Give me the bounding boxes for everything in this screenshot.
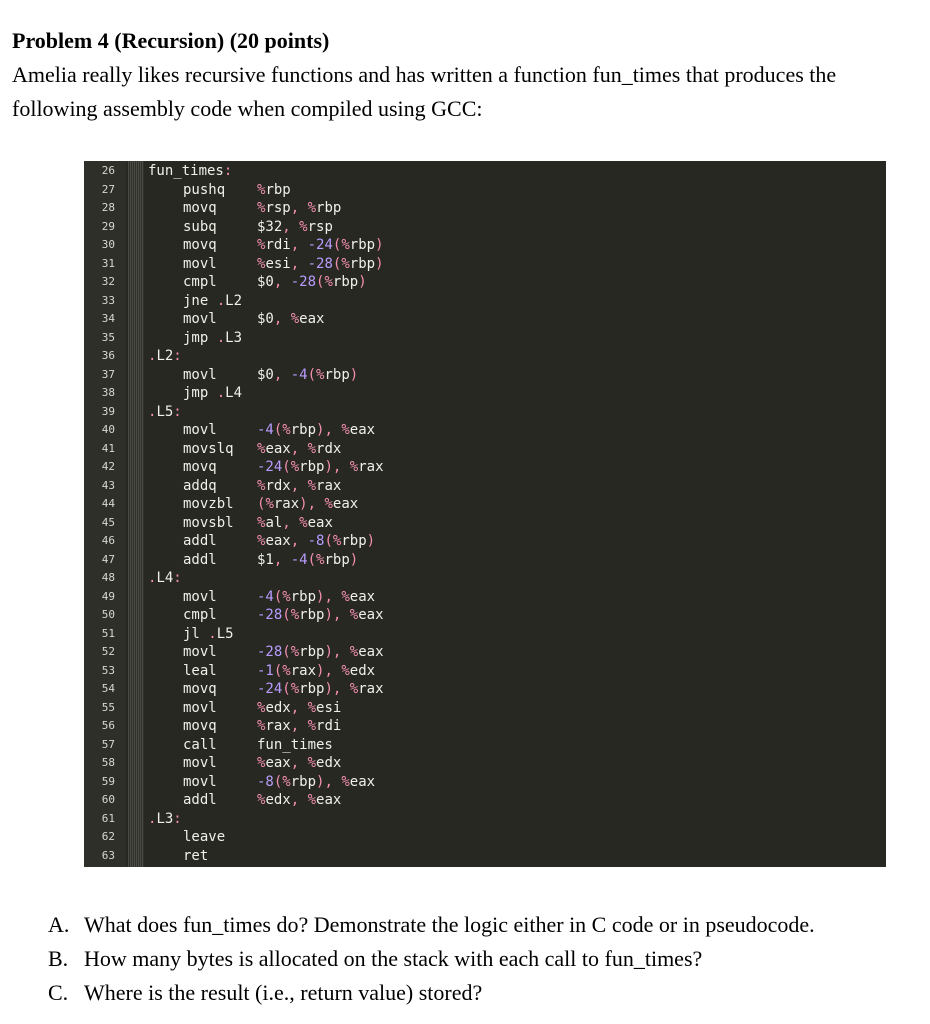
register-token: %rbp [341,237,376,253]
register-token: %rdi [307,718,342,734]
code-line [84,495,886,514]
instruction-operands [257,662,375,681]
code-line [84,310,886,329]
register-token: %eax [341,422,376,438]
line-number: 60 [101,793,115,806]
line-number: 30 [101,238,115,251]
code-line [84,366,886,385]
punctuation-token: ( [282,607,291,623]
punctuation-token: , [290,533,300,549]
instruction-operands [257,514,333,533]
punctuation-token: ( [307,551,317,568]
instruction-mnemonic: movl [183,422,217,438]
code-line [84,514,886,533]
register-token: %rbp [332,533,367,549]
code-line [84,255,886,274]
number-token: $0 [257,274,274,290]
code-line [84,273,886,292]
instruction-operands [257,458,384,477]
line-number: 28 [101,201,115,214]
instruction-operands [257,273,367,292]
code-line [84,569,886,588]
punctuation-token: ( [273,773,283,790]
register-token: %al [257,514,283,531]
code-label: .L2: [148,348,182,364]
register-token: %rax [349,459,384,475]
instruction-mnemonic: addl [183,533,217,549]
instruction-mnemonic: movq [183,200,217,216]
instruction-mnemonic: leal [183,662,217,679]
register-token: %edx [257,792,291,808]
line-number: 47 [101,552,115,566]
punctuation-token: , [307,496,317,512]
line-number: 62 [101,830,115,843]
line-number: 34 [101,312,115,325]
question-text: What does fun_times do? Demonstrate the logic either in C code or in pseudocode. [84,912,815,937]
instruction-operands [257,717,341,736]
instruction-mnemonic: movl [183,588,217,605]
line-number: 37 [101,367,115,381]
punctuation-token: ) [316,422,325,438]
punctuation-token: , [282,218,291,235]
code-line [84,699,886,718]
code-line [84,347,886,366]
question-item [48,976,918,1010]
punctuation-token: ( [273,662,283,679]
number-token: -28 [257,644,283,660]
punctuation-token: , [290,477,300,494]
line-number: 33 [101,293,115,307]
code-line [84,162,886,181]
punctuation-token: , [273,366,283,383]
register-token: %edx [307,755,342,771]
register-token: %esi [257,255,291,272]
code-line [84,292,886,311]
code-line [84,662,886,681]
instruction-mnemonic: pushq [183,181,226,198]
punctuation-token: , [273,311,283,327]
punctuation-token: ( [282,644,291,660]
punctuation-token: , [324,588,333,605]
code-line [84,847,886,866]
line-number: 45 [101,515,115,529]
code-line [84,588,886,607]
instruction-operands [257,477,341,496]
instruction-operands [257,773,375,792]
punctuation-token: , [332,459,342,475]
punctuation-token: ) [324,459,333,475]
code-line [84,440,886,459]
punctuation-token: ) [366,533,376,549]
instruction-mnemonic: movq [183,237,217,253]
register-token: %rbp [316,551,350,568]
number-token: $0 [257,311,274,327]
instruction-mnemonic: movsbl [183,514,234,531]
register-token: %esi [307,699,342,716]
instruction-operands [257,255,384,274]
register-token: %rax [257,718,291,734]
instruction-operands [257,643,384,662]
punctuation-token: ( [257,496,266,512]
punctuation-token: ) [324,681,333,697]
number-token: -1 [257,662,274,679]
instruction-mnemonic: movslq [183,440,234,457]
instruction-mnemonic: addl [183,792,217,808]
number-token: -24 [307,237,333,253]
assembly-code-listing [84,161,886,867]
question-item [48,942,918,976]
punctuation-token: ) [349,551,359,568]
line-number: 26 [101,164,115,177]
symbol-token: fun_times [257,736,333,753]
code-label: fun_times: [148,163,233,179]
punctuation-token: , [290,255,300,272]
punctuation-token: , [290,440,300,457]
line-number: 27 [101,182,115,196]
punctuation-token: ( [316,274,325,290]
number-token: $32 [257,218,283,235]
register-token: %eax [341,588,376,605]
instruction-operands [257,588,375,607]
punctuation-token: ) [349,366,359,383]
code-line [84,754,886,773]
register-token: %rbp [341,255,376,272]
line-number: 51 [101,626,115,640]
punctuation-token: , [273,274,283,290]
line-number: 48 [101,571,115,584]
register-token: %rbp [282,588,317,605]
register-token: %rax [282,662,317,679]
instruction-mnemonic: leave [183,829,226,845]
punctuation-token: ( [332,237,342,253]
line-number: 54 [101,682,115,695]
line-number: 29 [101,219,115,233]
register-token: %eax [349,644,384,660]
code-line [84,477,886,496]
line-number: 49 [101,589,115,603]
question-text: Where is the result (i.e., return value) stored? [84,980,483,1005]
register-token: %rbp [290,607,325,623]
code-line [84,384,886,403]
problem-intro: Amelia really likes recursive functions and has written a function fun_times that produces the following assembly code when compiled using GCC: [12,62,837,121]
instruction-mnemonic: movl [183,773,217,790]
instruction-mnemonic: jne [183,292,209,309]
instruction-operands [208,625,233,644]
instruction-operands [257,551,358,570]
label-ref-token: .L4 [216,385,243,401]
register-token: %rdx [307,440,342,457]
register-token: %rdx [257,477,291,494]
punctuation-token: , [332,681,342,697]
instruction-mnemonic: movq [183,681,217,697]
line-number: 55 [101,700,115,714]
register-token: %rbp [290,459,325,475]
code-line [84,810,886,829]
instruction-mnemonic: movl [183,644,217,660]
line-number: 38 [101,386,115,399]
instruction-operands [257,181,291,200]
code-line [84,828,886,847]
code-label: .L5: [148,403,182,420]
instruction-mnemonic: cmpl [183,607,217,623]
instruction-operands [217,292,242,311]
code-line [84,532,886,551]
register-token: %eax [349,607,384,623]
punctuation-token: ) [324,644,333,660]
instruction-operands [257,310,324,329]
register-token: %rbp [316,366,350,383]
punctuation-token: ) [316,662,325,679]
punctuation-token: ( [332,255,342,272]
register-token: %rbp [324,274,359,290]
code-line [84,421,886,440]
instruction-operands [217,384,242,403]
instruction-operands [257,421,375,440]
code-line [84,606,886,625]
register-token: %rbp [257,181,291,198]
code-line [84,329,886,348]
code-label: .L3: [148,810,182,827]
instruction-mnemonic: movl [183,311,217,327]
punctuation-token: ) [299,496,308,512]
line-number: 57 [101,737,115,751]
punctuation-token: , [290,755,300,771]
instruction-operands [257,699,341,718]
code-line [84,199,886,218]
number-token: $1 [257,551,274,568]
register-token: %rsp [299,218,333,235]
register-token: %rax [265,496,300,512]
punctuation-token: , [324,773,333,790]
question-letter: A. [48,912,70,937]
register-token: %eax [257,440,291,457]
register-token: %eax [324,496,359,512]
line-number: 63 [101,848,115,862]
instruction-operands [257,199,341,218]
question-letter: C. [48,980,69,1005]
punctuation-token: , [290,718,300,734]
instruction-operands [217,329,242,348]
line-number: 31 [101,256,115,270]
register-token: %rax [349,681,384,697]
number-token: -24 [257,681,283,697]
code-line [84,717,886,736]
code-line [84,181,886,200]
instruction-operands [257,532,375,551]
line-number: 35 [101,330,115,344]
line-number: 59 [101,774,115,788]
line-number: 32 [101,275,115,288]
instruction-mnemonic: movq [183,718,217,734]
register-token: %eax [257,755,291,771]
punctuation-token: ( [273,422,283,438]
register-token: %rbp [282,773,317,790]
line-number: 46 [101,534,115,547]
line-number: 44 [101,497,115,510]
line-number: 61 [101,811,115,825]
line-number: 42 [101,460,115,473]
code-line [84,236,886,255]
register-token: %edx [341,662,376,679]
instruction-mnemonic: ret [183,847,209,864]
instruction-operands [257,236,384,255]
number-token: -8 [257,773,274,790]
instruction-mnemonic: jmp [183,385,209,401]
punctuation-token: ( [282,459,291,475]
code-line [84,403,886,422]
punctuation-token: ( [307,366,317,383]
number-token: -28 [307,255,333,272]
punctuation-token: , [324,662,333,679]
line-number: 58 [101,756,115,769]
instruction-operands [257,606,384,625]
register-token: %rbp [307,200,342,216]
instruction-mnemonic: movl [183,699,217,716]
instruction-operands [257,495,358,514]
instruction-mnemonic: movzbl [183,496,234,512]
number-token: $0 [257,366,274,383]
register-token: %rdi [257,237,291,253]
punctuation-token: ( [282,681,291,697]
instruction-mnemonic: call [183,736,217,753]
register-token: %eax [257,533,291,549]
question-item [48,908,918,942]
line-number: 52 [101,645,115,658]
number-token: -28 [290,274,317,290]
code-line [84,551,886,570]
register-token: %eax [290,311,325,327]
register-token: %rax [307,477,342,494]
number-token: -4 [290,551,308,568]
instruction-mnemonic: movl [183,366,217,383]
line-number: 40 [101,423,115,436]
instruction-mnemonic: jl [183,625,200,642]
punctuation-token: , [324,422,333,438]
register-token: %edx [257,699,291,716]
code-line [84,773,886,792]
punctuation-token: ) [358,274,367,290]
line-number: 53 [101,663,115,677]
question-text: How many bytes is allocated on the stack with each call to fun_times? [84,946,703,971]
register-token: %rsp [257,200,291,216]
number-token: -4 [290,366,308,383]
punctuation-token: , [290,699,300,716]
code-label: .L4: [148,570,182,586]
punctuation-token: , [332,607,342,623]
punctuation-token: ) [316,773,325,790]
question-list [48,908,918,1010]
instruction-operands [257,791,341,810]
punctuation-token: ( [324,533,333,549]
instruction-mnemonic: cmpl [183,274,217,290]
code-line [84,791,886,810]
punctuation-token: , [290,200,300,216]
number-token: -8 [307,533,325,549]
punctuation-token: , [332,644,342,660]
code-line [84,458,886,477]
instruction-operands [257,754,341,773]
punctuation-token: ) [316,588,325,605]
punctuation-token: , [290,792,300,808]
instruction-mnemonic: subq [183,218,217,235]
instruction-operands [257,366,358,385]
register-token: %eax [307,792,342,808]
punctuation-token: ) [375,237,384,253]
label-ref-token: .L2 [216,292,243,309]
punctuation-token: , [273,551,283,568]
line-number: 56 [101,719,115,732]
instruction-mnemonic: movq [183,459,217,475]
register-token: %eax [341,773,376,790]
code-line [84,643,886,662]
number-token: -28 [257,607,283,623]
instruction-operands [257,680,384,699]
label-ref-token: .L3 [216,329,243,346]
number-token: -4 [257,588,274,605]
punctuation-token: ) [324,607,333,623]
register-token: %rbp [290,681,325,697]
code-line [84,625,886,644]
instruction-mnemonic: addq [183,477,217,494]
instruction-mnemonic: movl [183,255,217,272]
instruction-mnemonic: addl [183,551,217,568]
line-number: 43 [101,478,115,492]
question-letter: B. [48,946,69,971]
number-token: -24 [257,459,283,475]
line-number: 41 [101,441,115,455]
label-ref-token: .L5 [208,625,234,642]
instruction-operands [257,440,341,459]
punctuation-token: , [282,514,291,531]
register-token: %rbp [282,422,317,438]
problem-heading: Problem 4 (Recursion) (20 points) [12,28,330,53]
punctuation-token: ) [375,255,384,272]
number-token: -4 [257,422,274,438]
instruction-mnemonic: movl [183,755,217,771]
register-token: %eax [299,514,333,531]
code-line [84,680,886,699]
code-line [84,218,886,237]
register-token: %rbp [290,644,325,660]
line-number: 36 [101,349,115,362]
punctuation-token: ( [273,588,283,605]
punctuation-token: , [290,237,300,253]
instruction-operands [257,218,333,237]
code-line [84,736,886,755]
instruction-mnemonic: jmp [183,329,209,346]
instruction-operands [257,736,333,755]
line-number: 50 [101,608,115,621]
line-number: 39 [101,404,115,418]
